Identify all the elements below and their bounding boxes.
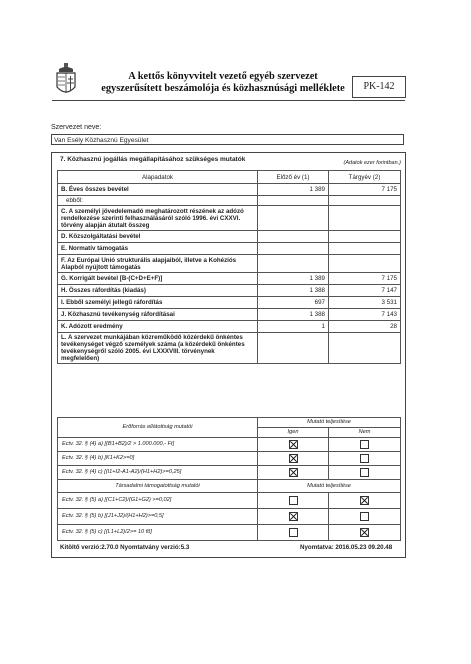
yes-header: Igen	[258, 428, 329, 438]
no-checkbox[interactable]	[360, 512, 369, 521]
support-fulfilment-header: Mutató teljesítése	[258, 480, 401, 493]
no-cell	[329, 525, 401, 541]
criteria-label: Ectv. 32. § (5) c) [(L1+L2)/2>= 10 fő]	[58, 525, 258, 541]
value-prev[interactable]	[258, 206, 329, 231]
value-curr[interactable]: 3 531	[329, 297, 401, 309]
no-cell	[329, 493, 401, 509]
base-data-table	[57, 170, 401, 364]
value-curr[interactable]	[329, 231, 401, 243]
row-label: B. Éves összes bevétel	[58, 184, 258, 196]
fulfilment-header: Mutató teljesítése	[258, 418, 401, 428]
table-row	[58, 196, 401, 206]
support-header: Társadalmi támogatottság mutatói	[58, 480, 258, 493]
yes-checkbox[interactable]	[289, 528, 298, 537]
table-row	[58, 243, 401, 255]
table-header-row	[58, 171, 401, 184]
table-row	[58, 333, 401, 364]
criteria-label: Ectv. 32. § (5) a) [(C1+C2)/(G1+G2) >=0,02]	[58, 493, 258, 509]
value-curr[interactable]: 7 175	[329, 273, 401, 285]
form-title-line2: egyszerűsített beszámolója és közhasznúsági melléklete	[101, 83, 345, 94]
no-cell	[329, 509, 401, 525]
col-header-curr: Tárgyév (2)	[329, 171, 401, 184]
criteria-table	[57, 417, 401, 541]
no-checkbox[interactable]	[360, 440, 369, 449]
value-prev[interactable]	[258, 333, 329, 364]
support-header-row	[58, 480, 401, 493]
unit-note: (Adatok ezer forintban.)	[343, 160, 401, 166]
value-curr[interactable]	[329, 206, 401, 231]
row-label: G. Korrigált bevétel [B-(C+D+E+F)]	[58, 273, 258, 285]
value-prev[interactable]: 1 389	[258, 273, 329, 285]
criteria-row	[58, 466, 401, 480]
yes-checkbox[interactable]	[289, 454, 298, 463]
yes-cell	[258, 466, 329, 480]
no-cell	[329, 466, 401, 480]
organization-name-field[interactable]: Van Esély Közhasznú Egyesület	[51, 134, 404, 145]
value-prev[interactable]: 1 389	[258, 184, 329, 196]
no-header: Nem	[329, 428, 401, 438]
section-title: 7. Közhasznú jogállás megállapításához szükséges mutatók	[60, 156, 246, 163]
criteria-row	[58, 438, 401, 452]
table-row	[58, 206, 401, 231]
no-checkbox[interactable]	[360, 454, 369, 463]
row-label: I. Ebből személyi jellegű ráfordítás	[58, 297, 258, 309]
coat-of-arms-icon	[55, 63, 77, 97]
yes-cell	[258, 493, 329, 509]
table-row	[58, 273, 401, 285]
yes-cell	[258, 525, 329, 541]
no-checkbox[interactable]	[360, 496, 369, 505]
value-prev[interactable]: 1	[258, 321, 329, 333]
value-curr[interactable]: 7 143	[329, 309, 401, 321]
value-prev[interactable]	[258, 243, 329, 255]
value-curr[interactable]	[329, 333, 401, 364]
criteria-label: Ectv. 32. § (5) b) [(J1+J2)/(H1+H2)>=0,5]	[58, 509, 258, 525]
criteria-label: Ectv. 32. § (4) c) [(I1+I2-A1-A2)/(H1+H2)>=0,25]	[58, 466, 258, 480]
no-checkbox[interactable]	[360, 468, 369, 477]
criteria-row	[58, 525, 401, 541]
row-label: H. Összes ráfordítás (kiadás)	[58, 285, 258, 297]
row-label: D. Közszolgáltatási bevétel	[58, 231, 258, 243]
table-row	[58, 184, 401, 196]
resource-header: Erőforrás ellátottság mutatói	[58, 418, 258, 438]
value-curr[interactable]	[329, 255, 401, 273]
print-timestamp: Nyomtatva: 2016.05.23 09.20.48	[300, 544, 393, 551]
table-row	[58, 255, 401, 273]
table-row	[58, 285, 401, 297]
value-curr[interactable]: 7 147	[329, 285, 401, 297]
row-label: K. Adózott eredmény	[58, 321, 258, 333]
row-label: F. Az Európai Unió strukturális alapjaiból, illetve a Kohéziós Alapból nyújtott támogatás	[58, 255, 258, 273]
criteria-row	[58, 509, 401, 525]
criteria-header-row	[58, 418, 401, 428]
form-code: PK-142	[352, 76, 406, 98]
no-cell	[329, 438, 401, 452]
col-header-data: Alapadatok	[58, 171, 258, 184]
criteria-label: Ectv. 32. § (4) b) [K1+K2>=0]	[58, 452, 258, 466]
row-label: ebből:	[58, 196, 258, 206]
form-title-line1: A kettős könyvvitelt vezető egyéb szervezet	[128, 71, 318, 82]
yes-cell	[258, 438, 329, 452]
col-header-prev: Előző év (1)	[258, 171, 329, 184]
yes-checkbox[interactable]	[289, 496, 298, 505]
value-curr[interactable]	[329, 196, 401, 206]
header-divider	[52, 100, 405, 101]
yes-checkbox[interactable]	[289, 468, 298, 477]
criteria-row	[58, 452, 401, 466]
row-label: L. A szervezet munkájában közreműködő közérdekű önkéntes tevékenységet végző személyek száma (a közérdekű önkéntes tevékenységről szóló 2005. évi LXXXVIII. törvénynek megfelelően)	[58, 333, 258, 364]
table-row	[58, 321, 401, 333]
value-prev[interactable]	[258, 231, 329, 243]
value-curr[interactable]	[329, 243, 401, 255]
row-label: C. A személyi jövedelemadó meghatározott részének az adózó rendelkezése szerinti felhasználásáról szóló 1996. évi CXXVI. törvény alapján átutalt összeg	[58, 206, 258, 231]
value-prev[interactable]	[258, 196, 329, 206]
version-info: Kitöltő verzió:2.70.0 Nyomtatvány verzió:5.3	[60, 544, 190, 551]
row-label: J. Közhasznú tevékenység ráfordításai	[58, 309, 258, 321]
value-prev[interactable]: 697	[258, 297, 329, 309]
value-curr[interactable]: 7 175	[329, 184, 401, 196]
row-label: E. Normatív támogatás	[58, 243, 258, 255]
yes-cell	[258, 509, 329, 525]
value-prev[interactable]: 1 388	[258, 285, 329, 297]
table-row	[58, 297, 401, 309]
criteria-label: Ectv. 32. § (4) a) [(B1+B2)/2 > 1.000.000,- Ft]	[58, 438, 258, 452]
yes-cell	[258, 452, 329, 466]
form-title	[88, 71, 358, 95]
table-row	[58, 309, 401, 321]
value-curr[interactable]: 28	[329, 321, 401, 333]
value-prev[interactable]	[258, 255, 329, 273]
organization-label: Szervezet neve:	[51, 124, 102, 131]
value-prev[interactable]: 1 388	[258, 309, 329, 321]
no-cell	[329, 452, 401, 466]
yes-checkbox[interactable]	[289, 440, 298, 449]
yes-checkbox[interactable]	[289, 512, 298, 521]
criteria-row	[58, 493, 401, 509]
no-checkbox[interactable]	[360, 528, 369, 537]
table-row	[58, 231, 401, 243]
